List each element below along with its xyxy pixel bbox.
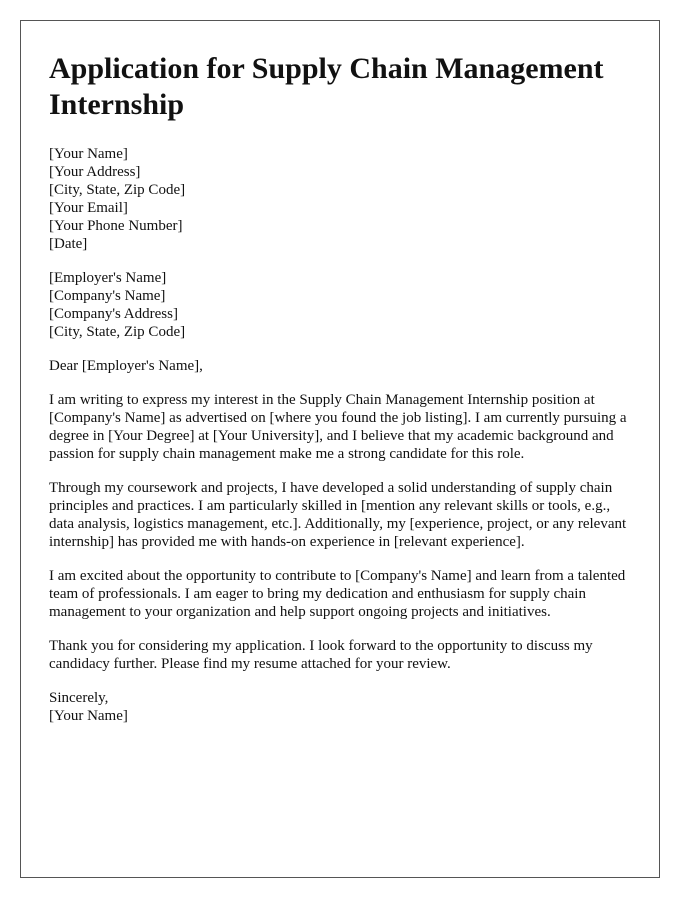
body-paragraph-thanks: Thank you for considering my application. I look forward to the opportunity to discuss my candidacy further. Please find my resume attached for your review. — [49, 638, 593, 672]
salutation: Dear [Employer's Name], — [49, 358, 203, 374]
employer-name: [Employer's Name] — [49, 270, 167, 286]
body-paragraph-motivation: I am excited about the opportunity to contribute to [Company's Name] and learn from a talented team of professionals. I am eager to bring my dedication and enthusiasm for supply chain management to your organization and help support ongoing projects and initiatives. — [49, 568, 626, 620]
company-address: [Company's Address] — [49, 306, 178, 322]
company-name: [Company's Name] — [49, 288, 166, 304]
sender-phone: [Your Phone Number] — [49, 218, 183, 234]
body-paragraph-intro: I am writing to express my interest in the Supply Chain Management Internship position at [Company's Name] as advertised on [where you found the job listing]. I am currently pursuing a degree in [Your Degree] at [Your University], and I believe that my academic background and passion for supply chain management make me a strong candidate for this role. — [49, 392, 627, 462]
signature: [Your Name] — [49, 708, 128, 724]
sender-address-block — [49, 145, 631, 253]
sender-city-state-zip: [City, State, Zip Code] — [49, 182, 186, 198]
sender-address: [Your Address] — [49, 164, 141, 180]
sender-name: [Your Name] — [49, 146, 128, 162]
letter-page — [20, 20, 660, 878]
closing: Sincerely, — [49, 690, 109, 706]
body-paragraph-skills: Through my coursework and projects, I have developed a solid understanding of supply chain principles and practices. I am particularly skilled in [mention any relevant skills or tools, e.g., data analysis, logistics management, etc.]. Additionally, my [experience, project, or any relevant internship] has provided me with hands-on experience in [relevant experience]. — [49, 480, 627, 550]
letter-date: [Date] — [49, 236, 88, 252]
recipient-address-block — [49, 269, 631, 341]
sender-email: [Your Email] — [49, 200, 128, 216]
company-city-state-zip: [City, State, Zip Code] — [49, 324, 186, 340]
letter-title: Application for Supply Chain Management Internship — [49, 52, 604, 121]
closing-block — [49, 689, 631, 725]
